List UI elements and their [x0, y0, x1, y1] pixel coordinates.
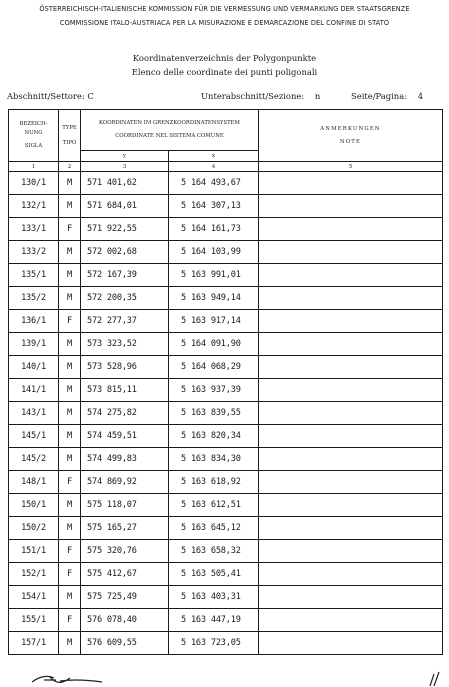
point-type-cell: F — [59, 540, 81, 563]
column-header-id — [9, 110, 59, 162]
coordinate-y-cell: 574 275,82 — [81, 402, 169, 425]
point-id-cell: 152/1 — [9, 563, 59, 586]
coordinate-x-cell: 5 163 618,92 — [169, 471, 259, 494]
abschnitt-label: Abschnitt/Settore: — [7, 91, 85, 101]
point-id-cell: 136/1 — [9, 310, 59, 333]
point-type-cell: M — [59, 333, 81, 356]
notes-cell — [259, 264, 443, 287]
coordinate-y-cell: 572 167,39 — [81, 264, 169, 287]
coordinate-x-cell: 5 163 949,14 — [169, 287, 259, 310]
coordinate-y-cell: 576 609,55 — [81, 632, 169, 655]
point-type-cell: M — [59, 494, 81, 517]
coordinate-x-cell: 5 163 820,34 — [169, 425, 259, 448]
notes-cell — [259, 586, 443, 609]
point-id-cell: 150/2 — [9, 517, 59, 540]
column-header-coordinates-line2: COORDINATE NEL SISTEMA COMUNE — [115, 133, 224, 139]
column-number: 2 — [59, 162, 81, 172]
coordinate-x-cell: 5 163 658,32 — [169, 540, 259, 563]
table-row — [9, 540, 443, 563]
unterabschnitt-label: Unterabschnitt/Sezione: — [201, 91, 305, 101]
table-row — [9, 563, 443, 586]
column-header-notes-line2: NOTE — [339, 138, 362, 145]
table-row — [9, 448, 443, 471]
point-type-cell: M — [59, 379, 81, 402]
coordinate-x-cell: 5 163 645,12 — [169, 517, 259, 540]
notes-cell — [259, 563, 443, 586]
coordinate-y-cell: 576 078,40 — [81, 609, 169, 632]
notes-cell — [259, 425, 443, 448]
point-type-cell: F — [59, 218, 81, 241]
notes-cell — [259, 310, 443, 333]
column-number: 1 — [9, 162, 59, 172]
point-type-cell: M — [59, 632, 81, 655]
coordinate-x-cell: 5 163 937,39 — [169, 379, 259, 402]
coordinate-y-cell: 573 528,96 — [81, 356, 169, 379]
column-header-id-line3: SIGLA — [24, 143, 43, 149]
coordinate-x-cell: 5 163 612,51 — [169, 494, 259, 517]
coordinate-y-cell: 571 684,01 — [81, 195, 169, 218]
table-row — [9, 264, 443, 287]
table-row — [9, 425, 443, 448]
notes-cell — [259, 448, 443, 471]
page-number-label: Seite/Pagina: — [351, 91, 408, 101]
point-id-cell: 130/1 — [9, 172, 59, 195]
coordinate-y-cell: 572 002,68 — [81, 241, 169, 264]
column-header-type-line2: TIPO — [62, 139, 77, 146]
point-id-cell: 143/1 — [9, 402, 59, 425]
coordinate-y-cell: 575 118,07 — [81, 494, 169, 517]
point-type-cell: M — [59, 356, 81, 379]
notes-cell — [259, 517, 443, 540]
table-row — [9, 310, 443, 333]
table-row — [9, 218, 443, 241]
abschnitt-field — [7, 91, 94, 101]
table-row — [9, 471, 443, 494]
column-header-coordinates-line1: KOORDINATEN IM GRENZKOORDINATENSYSTEM — [99, 120, 240, 126]
point-type-cell: F — [59, 609, 81, 632]
coordinate-x-cell: 5 163 834,30 — [169, 448, 259, 471]
coordinate-x-cell: 5 164 091,90 — [169, 333, 259, 356]
notes-cell — [259, 471, 443, 494]
notes-cell — [259, 379, 443, 402]
column-number-row — [9, 162, 443, 172]
point-id-cell: 151/1 — [9, 540, 59, 563]
coordinate-x-cell: 5 163 991,01 — [169, 264, 259, 287]
point-id-cell: 155/1 — [9, 609, 59, 632]
point-id-cell: 140/1 — [9, 356, 59, 379]
point-type-cell: F — [59, 471, 81, 494]
coordinate-table — [8, 109, 443, 655]
table-row — [9, 609, 443, 632]
coordinate-y-cell: 572 277,37 — [81, 310, 169, 333]
point-type-cell: M — [59, 264, 81, 287]
table-row — [9, 517, 443, 540]
point-type-cell: M — [59, 448, 81, 471]
coordinate-y-cell: 574 499,83 — [81, 448, 169, 471]
coordinate-x-cell: 5 164 068,29 — [169, 356, 259, 379]
point-type-cell: M — [59, 195, 81, 218]
table-row — [9, 287, 443, 310]
coordinate-y-cell: 573 323,52 — [81, 333, 169, 356]
page-number-value: 4 — [417, 91, 424, 101]
point-type-cell: M — [59, 287, 81, 310]
coordinate-x-cell: 5 163 917,14 — [169, 310, 259, 333]
signature-mark — [30, 672, 110, 687]
coordinate-y-cell: 575 412,67 — [81, 563, 169, 586]
coordinate-y-cell: 572 200,35 — [81, 287, 169, 310]
column-header-type-line1: TYPE — [62, 124, 77, 131]
point-type-cell: F — [59, 563, 81, 586]
notes-cell — [259, 241, 443, 264]
page-number-field — [351, 91, 423, 101]
point-id-cell: 141/1 — [9, 379, 59, 402]
notes-cell — [259, 356, 443, 379]
notes-cell — [259, 172, 443, 195]
notes-cell — [259, 333, 443, 356]
commission-title-it: COMMISSIONE ITALO-AUSTRIACA PER LA MISURAZIONE E DEMARCAZIONE DEL CONFINE DI STATO — [59, 18, 390, 27]
table-row — [9, 379, 443, 402]
notes-cell — [259, 402, 443, 425]
point-id-cell: 145/2 — [9, 448, 59, 471]
coordinate-x-cell: 5 164 307,13 — [169, 195, 259, 218]
coordinate-x-cell: 5 164 103,99 — [169, 241, 259, 264]
point-id-cell: 135/2 — [9, 287, 59, 310]
point-id-cell: 150/1 — [9, 494, 59, 517]
column-header-id-line2: NUNG — [24, 130, 43, 136]
table-row — [9, 494, 443, 517]
unterabschnitt-value: n — [314, 91, 321, 101]
point-id-cell: 135/1 — [9, 264, 59, 287]
notes-cell — [259, 494, 443, 517]
table-row — [9, 632, 443, 655]
point-id-cell: 133/2 — [9, 241, 59, 264]
handwritten-tick-mark — [428, 670, 442, 687]
column-header-coordinates — [81, 110, 259, 151]
table-row — [9, 402, 443, 425]
coordinate-x-cell: 5 163 839,55 — [169, 402, 259, 425]
document-title-it: Elenco delle coordinate dei punti poligonali — [131, 67, 318, 77]
table-header-row — [9, 110, 443, 151]
column-header-y: y — [81, 151, 169, 162]
table-row — [9, 241, 443, 264]
notes-cell — [259, 540, 443, 563]
column-number: 4 — [169, 162, 259, 172]
point-id-cell: 157/1 — [9, 632, 59, 655]
coordinate-y-cell: 575 165,27 — [81, 517, 169, 540]
table-body — [9, 172, 443, 655]
unterabschnitt-field — [201, 91, 320, 101]
point-id-cell: 148/1 — [9, 471, 59, 494]
point-type-cell: M — [59, 241, 81, 264]
column-header-id-line1: BEZEICH- — [19, 121, 48, 127]
point-id-cell: 139/1 — [9, 333, 59, 356]
point-type-cell: F — [59, 310, 81, 333]
point-id-cell: 154/1 — [9, 586, 59, 609]
point-type-cell: M — [59, 517, 81, 540]
table-row — [9, 356, 443, 379]
document-title-de: Koordinatenverzeichnis der Polygonpunkte — [132, 53, 317, 63]
point-type-cell: M — [59, 402, 81, 425]
column-header-notes-line1: ANMERKUNGEN — [320, 125, 381, 132]
notes-cell — [259, 632, 443, 655]
coordinate-y-cell: 571 401,62 — [81, 172, 169, 195]
column-header-type — [59, 110, 81, 162]
coordinate-x-cell: 5 163 723,05 — [169, 632, 259, 655]
coordinate-x-cell: 5 164 493,67 — [169, 172, 259, 195]
column-number: 5 — [259, 162, 443, 172]
point-id-cell: 133/1 — [9, 218, 59, 241]
coordinate-y-cell: 575 725,49 — [81, 586, 169, 609]
table-row — [9, 195, 443, 218]
point-type-cell: M — [59, 586, 81, 609]
table-row — [9, 586, 443, 609]
table-row — [9, 172, 443, 195]
table-row — [9, 333, 443, 356]
notes-cell — [259, 218, 443, 241]
commission-title-de: ÖSTERREICHISCH-ITALIENISCHE KOMMISSION FÜR DIE VERMESSUNG UND VERMARKUNG DER STAATSGRENZE — [39, 4, 410, 13]
coordinate-y-cell: 574 459,51 — [81, 425, 169, 448]
coordinate-x-cell: 5 164 161,73 — [169, 218, 259, 241]
coordinate-y-cell: 574 869,92 — [81, 471, 169, 494]
coordinate-x-cell: 5 163 505,41 — [169, 563, 259, 586]
notes-cell — [259, 195, 443, 218]
coordinate-y-cell: 571 922,55 — [81, 218, 169, 241]
coordinate-x-cell: 5 163 447,19 — [169, 609, 259, 632]
column-number: 3 — [81, 162, 169, 172]
coordinate-y-cell: 575 320,76 — [81, 540, 169, 563]
point-id-cell: 145/1 — [9, 425, 59, 448]
column-header-x: x — [169, 151, 259, 162]
point-type-cell: M — [59, 172, 81, 195]
point-id-cell: 132/1 — [9, 195, 59, 218]
coordinate-x-cell: 5 163 403,31 — [169, 586, 259, 609]
coordinate-y-cell: 573 815,11 — [81, 379, 169, 402]
notes-cell — [259, 287, 443, 310]
notes-cell — [259, 609, 443, 632]
point-type-cell: M — [59, 425, 81, 448]
column-header-notes — [259, 110, 443, 162]
abschnitt-value: C — [87, 91, 94, 101]
